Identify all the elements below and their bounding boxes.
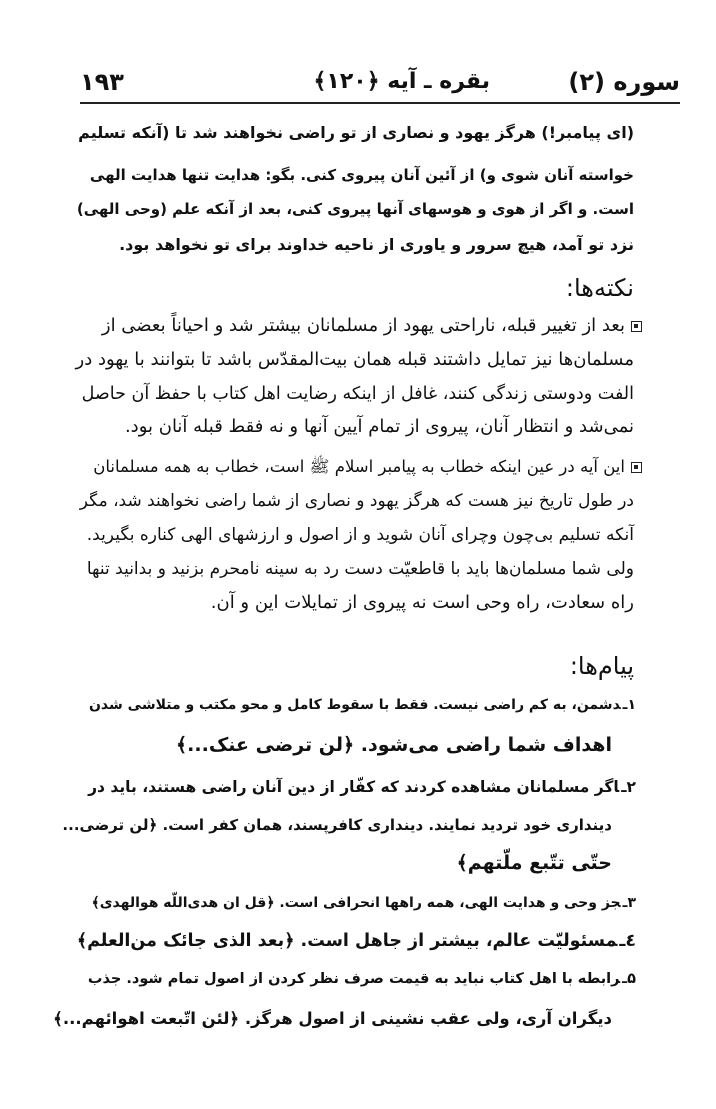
translation-line: است. و اگر از هوی و هوسهای آنها پیروی کنی، بعد از آنکه علم (وحی الهی) [76, 200, 634, 218]
verse-label: بقره ـ آیه ﴿۱۲۰﴾ [313, 69, 490, 94]
note-line: نمی‌شد و انتظار آنان، پیروی از تمام آیین آنها و نه فقط قبله آنان بود. [124, 416, 634, 437]
message-line: ۱ـدشمن، به کم راضی نیست. فقط با سقوط کامل و محو مکتب و متلاشی شدن [88, 697, 636, 713]
note-line: مسلمان‌ها نیز تمایل داشتند قبله همان بیت‌المقدّس باشد تا بتوانند با یهود در [75, 349, 634, 370]
message-number: ۳ـ [622, 895, 636, 911]
message-line: حتّی تتّبع ملّتهم﴾ [456, 852, 612, 874]
note-line: بعد از تغییر قبله، ناراحتی یهود از مسلمانان بیشتر شد و احیاناً بعضی از [102, 308, 642, 344]
message-number: ٤ـ [619, 931, 636, 951]
header-divider [80, 102, 680, 104]
notes-heading: نکته‌ها: [565, 274, 634, 302]
note-line: الفت ودوستی زندگی کنند، غافل از اینکه رضایت اهل کتاب با حفظ آن حاصل [81, 384, 634, 404]
page-header [80, 62, 680, 102]
message-number: ۵ـ [622, 971, 636, 987]
page-number: ۱۹۳ [80, 68, 124, 96]
message-number: ۱ـ [622, 697, 636, 713]
message-line: دیگران آری، ولی عقب نشینی از اصول هرگز. ﴿لئن اتّبعت اهوائهم...﴾ [53, 1009, 612, 1028]
translation-line: نزد تو آمد، هیچ سرور و یاوری از ناحیه خداوند برای تو نخواهد بود. [119, 235, 634, 254]
message-line: ۳ـجز وحی و هدایت الهی، همه راهها انحرافی است. ﴿قل ان هدی‌اللّه هوالهدی﴾ [91, 895, 636, 911]
note-line: راه سعادت، راه وحی است نه پیروی از تمایلات این و آن. [210, 592, 634, 613]
translation-line: خواسته آنان شوی و) از آئین آنان پیروی کنی. بگو: هدایت تنها هدایت الهی [89, 166, 634, 184]
note-line: آنکه تسلیم بی‌چون وچرای آنان شوید و از اصول و ارزشهای الهی کناره بگیرید. [86, 525, 634, 545]
square-bullet-icon [631, 321, 642, 332]
note-line: در طول تاریخ نیز هست که هرگز یهود و نصاری از شما راضی نخواهند شد، مگر [79, 491, 634, 511]
note-line: ولی شما مسلمان‌ها باید با قاطعیّت دست رد به سینه نامحرم بزنید و بدانید تنها [86, 559, 634, 579]
surah-label: سوره (۲) [568, 68, 680, 96]
message-line: دینداری خود تردید نمایند. دینداری کافرپسند، همان کفر است. ﴿لن ترضی... [62, 816, 612, 834]
translation-line: (ای پیامبر!) هرگز یهود و نصاری از تو راضی نخواهند شد تا (آنکه تسلیم [78, 123, 634, 142]
message-line: ۵ـرابطه با اهل کتاب نباید به قیمت صرف نظر کردن از اصول تمام شود. جذب [87, 971, 636, 987]
note-line: این آیه در عین اینکه خطاب به پیامبر اسلام ﷺ است، خطاب به همه مسلمانان [93, 449, 642, 485]
message-line: اهداف شما راضی می‌شود. ﴿لن ترضی عنک...﴾ [176, 734, 612, 756]
message-line: ٤ـمسئولیّت عالم، بیشتر از جاهل است. ﴿بعد الذی جائک من‌العلم﴾ [76, 931, 636, 951]
message-line: ۲ـاگر مسلمانان مشاهده کردند که کفّار از دین آنان راضی هستند، باید در [88, 778, 636, 796]
messages-heading: پیام‌ها: [569, 652, 634, 680]
message-number: ۲ـ [621, 778, 636, 796]
square-bullet-icon [631, 462, 642, 473]
